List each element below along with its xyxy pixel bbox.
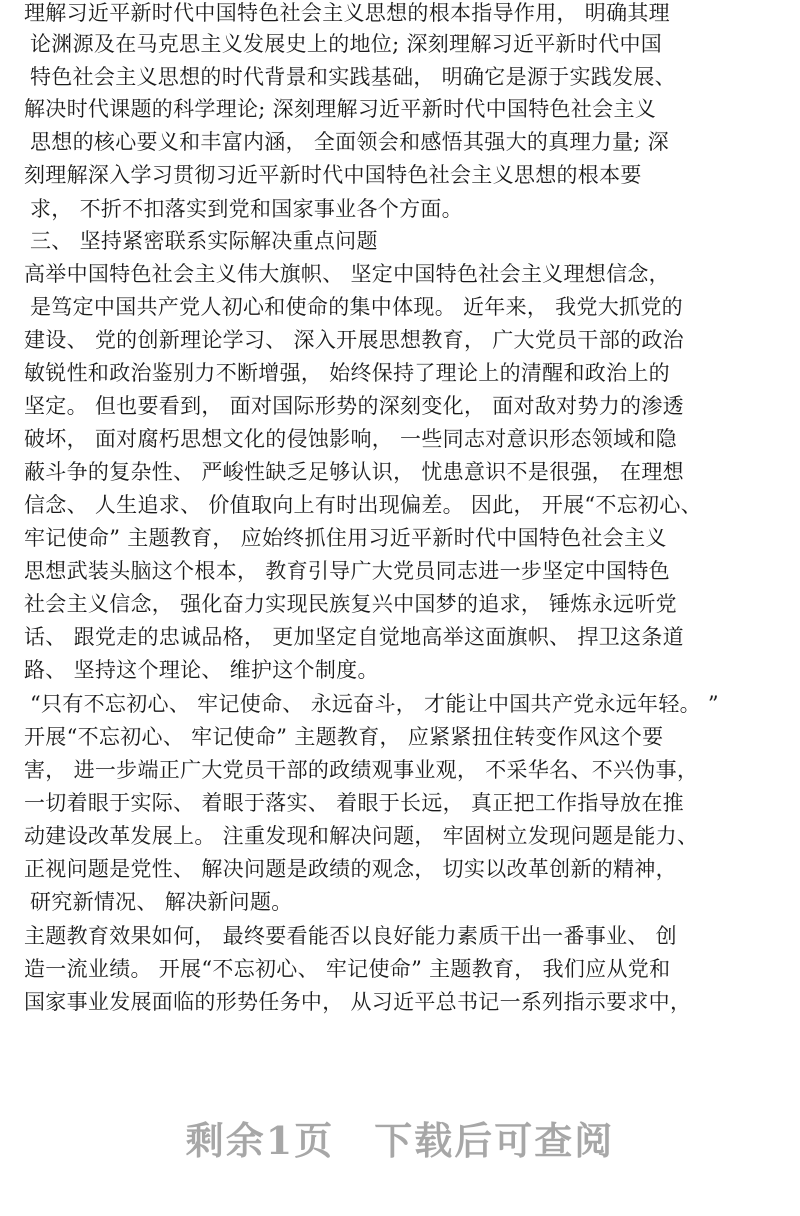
text-line: 牢记使命” 主题教育， 应始终抓住用习近平新时代中国特色社会主义 xyxy=(24,526,667,550)
text-line: 求， 不折不扣落实到党和国家事业各个方面。 xyxy=(30,197,463,221)
text-line: 开展“不忘初心、 牢记使命” 主题教育， 应紧紧扭住转变作风这个要 xyxy=(24,725,664,749)
text-line: 社会主义信念， 强化奋力实现民族复兴中国梦的追求， 锤炼永远听党 xyxy=(24,592,677,616)
text-line: 是笃定中国共产党人初心和使命的集中体现。 近年来， 我党大抓党的 xyxy=(30,295,683,319)
text-line: 国家事业发展面临的形势任务中， 从习近平总书记一系列指示要求中， xyxy=(24,990,692,1014)
text-line: 敏锐性和政治鉴别力不断增强， 始终保持了理论上的清醒和政治上的 xyxy=(24,361,670,385)
text-line: 动建设改革发展上。 注重发现和解决问题， 牢固树立发现问题是能力、 xyxy=(24,824,699,848)
text-line: 坚定。 但也要看到， 面对国际形势的深刻变化， 面对敌对势力的渗透 xyxy=(24,394,684,418)
quote-line: “只有不忘初心、 牢记使命、 永远奋斗， 才能让中国共产党永远年轻。 ” xyxy=(30,692,719,716)
text-line: 解决时代课题的科学理论; 深刻理解习近平新时代中国特色社会主义 xyxy=(24,97,657,121)
text-line: 害， 进一步端正广大党员干部的政绩观事业观， 不采华名、不兴伪事， xyxy=(24,758,699,782)
text-line: 思想武装头脑这个根本， 教育引导广大党员同志进一步坚定中国特色 xyxy=(24,559,670,583)
text-line: 路、 坚持这个理论、 维护这个制度。 xyxy=(24,658,379,682)
text-line: 刻理解深入学习贯彻习近平新时代中国特色社会主义思想的根本要 xyxy=(24,163,642,187)
remaining-pages-banner[interactable] xyxy=(0,1110,800,1165)
text-line: 一切着眼于实际、 着眼于落实、 着眼于长远， 真正把工作指导放在推 xyxy=(24,791,684,815)
text-line: 话、 跟党走的忠诚品格， 更加坚定自觉地高举这面旗帜、 捍卫这条道 xyxy=(24,625,684,649)
text-line: 高举中国特色社会主义伟大旗帜、 坚定中国特色社会主义理想信念， xyxy=(24,262,670,286)
text-line: 造一流业绩。 开展“不忘初心、 牢记使命” 主题教育， 我们应从党和 xyxy=(24,957,671,981)
text-line: 蔽斗争的复杂性、 严峻性缺乏足够认识， 忧患意识不是很强， 在理想 xyxy=(24,460,684,484)
text-line: 理解习近平新时代中国特色社会主义思想的根本指导作用， 明确其理 xyxy=(24,1,670,25)
text-line: 特色社会主义思想的时代背景和实践基础， 明确它是源于实践发展、 xyxy=(30,65,676,89)
text-line: 思想的核心要义和丰富内涵， 全面领会和感悟其强大的真理力量; 深 xyxy=(30,130,670,154)
text-line: 破坏， 面对腐朽思想文化的侵蚀影响， 一些同志对意识形态领域和隐 xyxy=(24,427,677,451)
text-line: 主题教育效果如何， 最终要看能否以良好能力素质干出一番事业、 创 xyxy=(24,924,677,948)
text-line: 研究新情况、 解决新问题。 xyxy=(30,890,293,914)
text-line: 论渊源及在马克思主义发展史上的地位; 深刻理解习近平新时代中国 xyxy=(30,32,663,56)
text-line: 正视问题是党性、 解决问题是政绩的观念， 切实以改革创新的精神， xyxy=(24,857,677,881)
section-heading: 三、 坚持紧密联系实际解决重点问题 xyxy=(30,229,378,253)
download-to-view-label: 下载后可查阅 xyxy=(374,1118,615,1163)
remaining-pages-label: 剩余1页 xyxy=(185,1118,335,1163)
text-line: 建设、 党的创新理论学习、 深入开展思想教育， 广大党员干部的政治 xyxy=(24,328,684,352)
text-line: 信念、 人生追求、 价值取向上有时出现偏差。 因此， 开展“不忘初心、 xyxy=(24,493,702,517)
